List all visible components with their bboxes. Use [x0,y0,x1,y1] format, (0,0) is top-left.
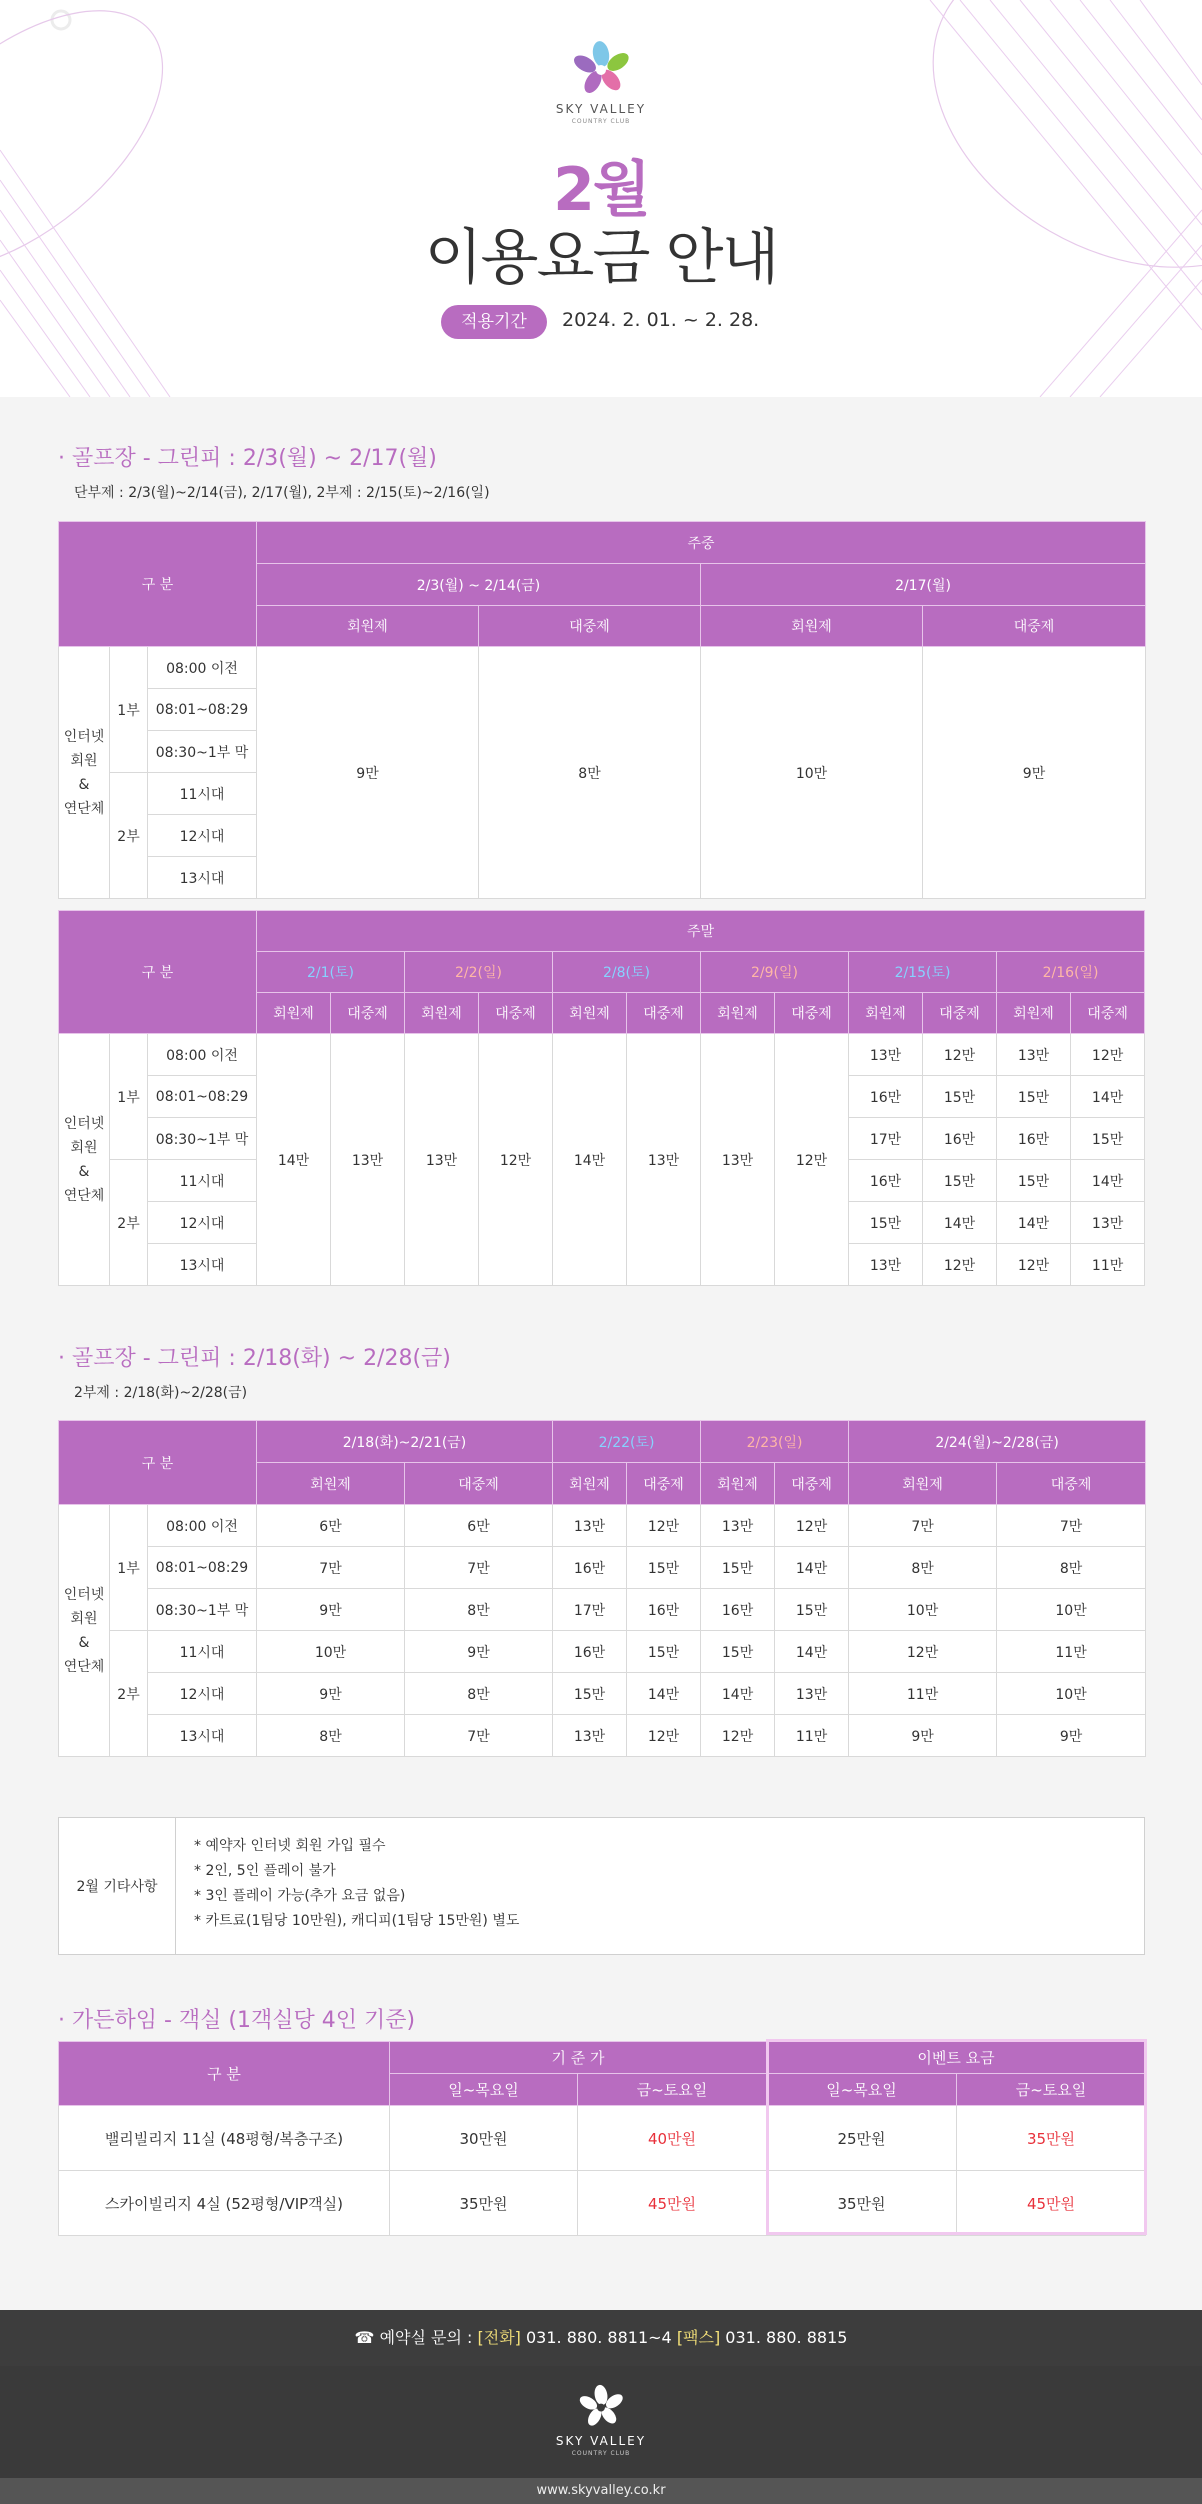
header-member: 회원제 [257,606,479,647]
price-cell: 8만 [997,1547,1146,1589]
footer-url-link[interactable]: www.skyvalley.co.kr [0,2478,1202,2504]
brand-name: SKY VALLEY [555,102,647,116]
price-cell: 13만 [849,1244,923,1286]
price-cell: 13만 [331,1034,405,1286]
part-label: 2부 [110,1631,148,1757]
period-badge: 적용기간 [441,305,547,339]
header-base-price: 기 준 가 [390,2042,767,2074]
price-cell: 15만 [1071,1118,1145,1160]
price-cell: 10만 [257,1631,405,1673]
time-slot: 08:01~08:29 [148,689,257,731]
price-cell: 12만 [775,1505,849,1547]
price-cell: 8만 [405,1589,553,1631]
header-gubun: 구 분 [59,911,257,1034]
header-period: 2/18(화)~2/21(금) [257,1421,553,1463]
header-day: 2/2(일) [405,952,553,993]
header-member: 회원제 [701,993,775,1034]
time-slot: 08:30~1부 막 [148,1118,257,1160]
price-cell: 16만 [849,1160,923,1202]
price-cell: 13만 [553,1505,627,1547]
header-public: 대중제 [997,1463,1146,1505]
price-cell: 15만 [775,1589,849,1631]
time-slot: 08:01~08:29 [148,1076,257,1118]
header-public: 대중제 [923,993,997,1034]
price-cell: 12만 [849,1631,997,1673]
price-cell: 16만 [701,1589,775,1631]
header-event-price: 이벤트 요금 [767,2042,1146,2074]
time-slot: 13시대 [148,1715,257,1757]
price-cell: 12만 [1071,1034,1145,1076]
header-member: 회원제 [553,993,627,1034]
notes-list [176,1818,519,1954]
part-label: 1부 [110,1034,148,1160]
time-slot: 12시대 [148,1673,257,1715]
room-price: 35만원 [957,2106,1146,2171]
room-price: 30만원 [390,2106,578,2171]
time-slot: 11시대 [148,1160,257,1202]
footer-contact [0,2310,1202,2366]
header-weekend: 금~토요일 [957,2074,1146,2106]
price-cell: 10만 [701,647,923,899]
price-cell: 9만 [997,1715,1146,1757]
price-cell: 16만 [553,1631,627,1673]
price-cell: 8만 [257,1715,405,1757]
room-price: 35만원 [390,2171,578,2236]
price-cell: 16만 [849,1076,923,1118]
price-cell: 15만 [553,1673,627,1715]
price-cell: 12만 [701,1715,775,1757]
price-cell: 14만 [775,1631,849,1673]
group-label: 인터넷 회원 & 연단체 [59,647,110,899]
price-cell: 15만 [923,1076,997,1118]
header-day: 2/1(토) [257,952,405,993]
header-public: 대중제 [775,993,849,1034]
room-price-table [58,2041,1146,2236]
header-weekday: 일~목요일 [390,2074,578,2106]
header-member: 회원제 [701,1463,775,1505]
group-label: 인터넷 회원 & 연단체 [59,1505,110,1757]
header-day: 2/9(일) [701,952,849,993]
price-cell: 9만 [923,647,1146,899]
price-cell: 7만 [405,1715,553,1757]
price-cell: 12만 [923,1244,997,1286]
header-public: 대중제 [627,993,701,1034]
sky-valley-logo-white [576,2384,626,2428]
price-cell: 14만 [553,1034,627,1286]
header-gubun: 구 분 [59,1421,257,1505]
footer-logo-area [0,2366,1202,2478]
note-item: * 예약자 인터넷 회원 가입 필수 [194,1838,386,1854]
time-slot: 08:00 이전 [148,1034,257,1076]
price-cell: 14만 [775,1547,849,1589]
time-slot: 12시대 [148,1202,257,1244]
header-member: 회원제 [701,606,923,647]
room-name: 스카이빌리지 4실 (52평형/VIP객실) [59,2171,390,2236]
price-cell: 15만 [849,1202,923,1244]
price-cell: 12만 [627,1505,701,1547]
header-day: 2/23(일) [701,1421,849,1463]
price-cell: 9만 [257,1673,405,1715]
price-cell: 7만 [405,1547,553,1589]
price-cell: 7만 [849,1505,997,1547]
price-cell: 17만 [849,1118,923,1160]
price-cell: 9만 [257,1589,405,1631]
time-slot: 08:30~1부 막 [148,1589,257,1631]
price-cell: 16만 [627,1589,701,1631]
note-item: * 카트료(1팀당 10만원), 캐디피(1팀당 15만원) 별도 [194,1913,520,1929]
room-price: 25만원 [767,2106,957,2171]
header-member: 회원제 [849,993,923,1034]
price-cell: 14만 [701,1673,775,1715]
header-public: 대중제 [923,606,1146,647]
header-weekday: 일~목요일 [767,2074,957,2106]
price-cell: 7만 [997,1505,1146,1547]
price-cell: 11만 [1071,1244,1145,1286]
footer-brand-name: SKY VALLEY [555,2434,647,2448]
price-cell: 16만 [553,1547,627,1589]
part-label: 2부 [110,1160,148,1286]
price-cell: 12만 [479,1034,553,1286]
price-cell: 15만 [627,1631,701,1673]
time-slot: 13시대 [148,1244,257,1286]
weekend-price-table [58,910,1145,1286]
price-cell: 6만 [257,1505,405,1547]
part-label: 1부 [110,1505,148,1631]
hero-banner [0,0,1202,397]
footer-brand-sub: COUNTRY CLUB [571,2450,631,2457]
price-cell: 12만 [923,1034,997,1076]
price-cell: 14만 [257,1034,331,1286]
part-label: 1부 [110,647,148,773]
header-day: 2/15(토) [849,952,997,993]
price-cell: 8만 [405,1673,553,1715]
price-cell: 15만 [997,1160,1071,1202]
price-cell: 14만 [997,1202,1071,1244]
header-public: 대중제 [331,993,405,1034]
price-cell: 9만 [257,647,479,899]
header-member: 회원제 [997,993,1071,1034]
price-cell: 13만 [405,1034,479,1286]
header-period: 2/24(월)~2/28(금) [849,1421,1146,1463]
part-label: 2부 [110,773,148,899]
header-member: 회원제 [553,1463,627,1505]
price-cell: 10만 [849,1589,997,1631]
price-cell: 13만 [627,1034,701,1286]
group-label: 인터넷 회원 & 연단체 [59,1034,110,1286]
price-cell: 10만 [997,1589,1146,1631]
header-public: 대중제 [627,1463,701,1505]
tel-number[interactable]: 031. 880. 8811~4 [520,2328,677,2347]
price-cell: 13만 [775,1673,849,1715]
price-cell: 13만 [849,1034,923,1076]
time-slot: 08:01~08:29 [148,1547,257,1589]
price-cell: 7만 [257,1547,405,1589]
header-member: 회원제 [849,1463,997,1505]
header-gubun: 구 분 [59,522,257,647]
room-price: 35만원 [767,2171,957,2236]
price-cell: 8만 [479,647,701,899]
price-cell: 14만 [1071,1160,1145,1202]
price-cell: 13만 [997,1034,1071,1076]
section-sub-green-fee-2: 2부제 : 2/18(화)~2/28(금) [74,1385,248,1401]
price-cell: 10만 [997,1673,1146,1715]
period-value: 2024. 2. 01. ~ 2. 28. [562,309,760,331]
section-sub-green-fee-1: 단부제 : 2/3(월)~2/14(금), 2/17(월), 2부제 : 2/15(토)~2/16(일) [74,485,490,501]
price-cell: 8만 [849,1547,997,1589]
note-item: * 3인 플레이 가능(추가 요금 없음) [194,1888,406,1904]
time-slot: 08:00 이전 [148,1505,257,1547]
price-cell: 14만 [1071,1076,1145,1118]
header-gubun: 구 분 [59,2042,390,2106]
price-cell: 14만 [627,1673,701,1715]
time-slot: 11시대 [148,773,257,815]
header-public: 대중제 [405,1463,553,1505]
price-cell: 15만 [627,1547,701,1589]
header-period: 2/17(월) [701,564,1146,606]
price-cell: 17만 [553,1589,627,1631]
header-weekday: 주중 [257,522,1146,564]
section-title-green-fee-2: · 골프장 - 그린피 : 2/18(화) ~ 2/28(금) [58,1346,451,1371]
price-cell: 12만 [775,1034,849,1286]
price-cell: 13만 [553,1715,627,1757]
header-weekend: 금~토요일 [578,2074,767,2106]
price-cell: 15만 [701,1547,775,1589]
price-cell: 9만 [849,1715,997,1757]
late-feb-price-table [58,1420,1146,1757]
month-heading: 2월 [553,155,649,225]
header-day: 2/8(토) [553,952,701,993]
price-cell: 11만 [775,1715,849,1757]
price-cell: 15만 [923,1160,997,1202]
price-cell: 13만 [701,1505,775,1547]
section-title-green-fee-1: · 골프장 - 그린피 : 2/3(월) ~ 2/17(월) [58,446,437,471]
page-title: 이용요금 안내 [424,223,778,293]
header-public: 대중제 [775,1463,849,1505]
header-member: 회원제 [405,993,479,1034]
room-price: 45만원 [957,2171,1146,2236]
time-slot: 08:30~1부 막 [148,731,257,773]
price-cell: 11만 [849,1673,997,1715]
price-cell: 16만 [923,1118,997,1160]
section-title-rooms: · 가든하임 - 객실 (1객실당 4인 기준) [58,2008,416,2033]
price-cell: 13만 [701,1034,775,1286]
price-cell: 15만 [701,1631,775,1673]
fax-label: [팩스] [676,2328,721,2347]
room-name: 밸리빌리지 11실 (48평형/복층구조) [59,2106,390,2171]
header-member: 회원제 [257,993,331,1034]
price-cell: 6만 [405,1505,553,1547]
time-slot: 12시대 [148,815,257,857]
header-period: 2/3(월) ~ 2/14(금) [257,564,701,606]
weekday-price-table [58,521,1146,899]
tel-label: [전화] [477,2328,521,2347]
price-cell: 13만 [1071,1202,1145,1244]
header-public: 대중제 [479,606,701,647]
header-public: 대중제 [479,993,553,1034]
time-slot: 08:00 이전 [148,647,257,689]
contact-prefix: ☎ 예약실 문의 : [354,2328,478,2347]
room-price: 40만원 [578,2106,767,2171]
price-cell: 12만 [627,1715,701,1757]
time-slot: 11시대 [148,1631,257,1673]
price-cell: 9만 [405,1631,553,1673]
header-member: 회원제 [257,1463,405,1505]
header-weekend: 주말 [257,911,1145,952]
room-price: 45만원 [578,2171,767,2236]
notes-box [58,1817,1145,1955]
price-cell: 15만 [997,1076,1071,1118]
fax-number: 031. 880. 8815 [720,2328,848,2347]
price-cell: 14만 [923,1202,997,1244]
brand-sub: COUNTRY CLUB [571,118,631,125]
note-item: * 2인, 5인 플레이 불가 [194,1863,336,1879]
sky-valley-logo [571,40,631,96]
price-cell: 16만 [997,1118,1071,1160]
price-cell: 12만 [997,1244,1071,1286]
price-cell: 11만 [997,1631,1146,1673]
time-slot: 13시대 [148,857,257,899]
header-day: 2/22(토) [553,1421,701,1463]
header-public: 대중제 [1071,993,1145,1034]
notes-label: 2월 기타사항 [59,1818,176,1954]
header-day: 2/16(일) [997,952,1145,993]
